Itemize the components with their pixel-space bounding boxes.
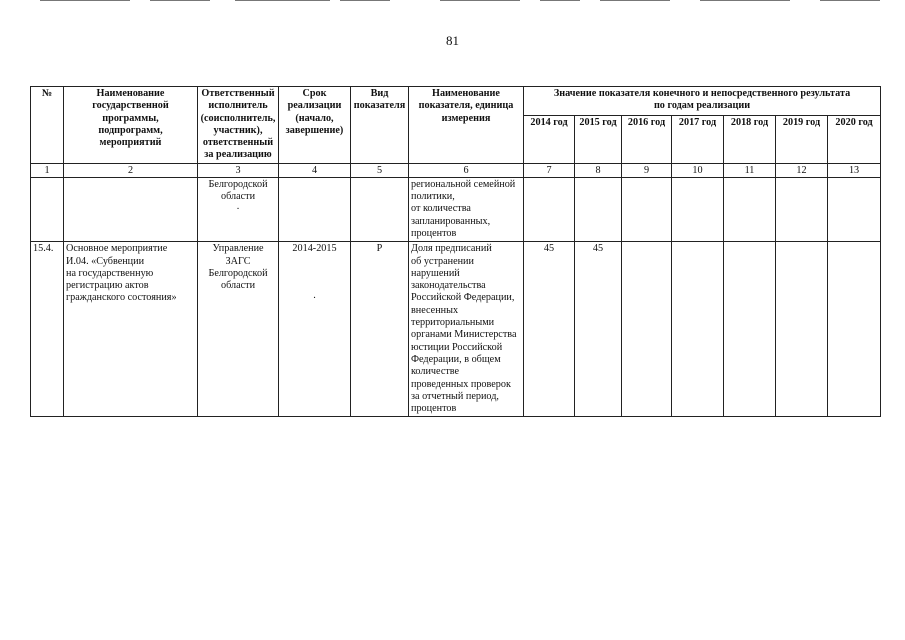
- row-name-line: И.04. «Субвенции: [66, 255, 145, 267]
- row-value-2015: 45: [575, 242, 622, 417]
- header-term-line: (начало,: [295, 112, 334, 124]
- header-indicator: [409, 87, 524, 164]
- header-indicator-line: измерения: [441, 112, 491, 124]
- row-value-2016: [622, 177, 672, 241]
- row-value-2018: [724, 242, 776, 417]
- header-values-group: [524, 87, 881, 116]
- row-indicator-line: процентов: [411, 403, 457, 415]
- header-year-2017: 2017 год: [672, 115, 724, 163]
- header-year-2018: 2018 год: [724, 115, 776, 163]
- row-indicator-line: нарушений: [411, 267, 460, 279]
- row-indicator-line: Российской Федерации,: [411, 292, 515, 304]
- row-indicator-line: процентов: [411, 227, 457, 239]
- header-type-line: Вид: [370, 88, 389, 99]
- header-responsible-line: исполнитель: [208, 100, 268, 112]
- row-indicator-line: Федерации, в общем: [411, 353, 501, 365]
- row-responsible-line: области: [220, 191, 256, 203]
- column-number: 7: [524, 163, 575, 177]
- row-indicator-line: законодательства: [411, 280, 486, 292]
- header-responsible-line: за реализацию: [204, 149, 272, 161]
- row-no: [31, 177, 64, 241]
- header-name-line: мероприятий: [99, 137, 162, 149]
- header-indicator-line: показателя, единица: [418, 100, 514, 112]
- header-term: [279, 87, 351, 164]
- table-row: [31, 177, 881, 241]
- header-year-2014: 2014 год: [524, 115, 575, 163]
- header-responsible-line: участник),: [213, 124, 263, 136]
- row-value-2020: [828, 177, 881, 241]
- row-value-2015: [575, 177, 622, 241]
- header-type: [351, 87, 409, 164]
- header-year-2015: 2015 год: [575, 115, 622, 163]
- column-number: 10: [672, 163, 724, 177]
- column-number: 9: [622, 163, 672, 177]
- column-number: 8: [575, 163, 622, 177]
- row-responsible: [198, 177, 279, 241]
- row-indicator-line: юстиции Российской: [411, 341, 503, 353]
- row-indicator-line: от количества: [411, 203, 471, 215]
- header-name-line: Наименование: [96, 88, 165, 99]
- header-no: [31, 87, 64, 164]
- row-responsible-line: Белгородской: [208, 178, 268, 190]
- header-term-line: Срок: [302, 88, 327, 99]
- spacer: [281, 256, 348, 292]
- row-indicator-line: Доля предписаний: [411, 243, 492, 255]
- column-number: 3: [198, 163, 279, 177]
- row-value-2019: [776, 177, 828, 241]
- row-responsible-line: ЗАГС: [225, 255, 251, 267]
- row-type: Р: [351, 242, 409, 417]
- row-term: [279, 177, 351, 241]
- row-name-line: регистрацию актов: [66, 280, 149, 292]
- header-no-label: №: [41, 88, 53, 99]
- header-row-1: [31, 87, 881, 116]
- header-responsible-line: ответственный: [202, 137, 274, 149]
- column-number-row: [31, 163, 881, 177]
- row-no: 15.4.: [31, 242, 64, 417]
- row-value-2020: [828, 242, 881, 417]
- row-indicator-line: запланированных,: [411, 215, 491, 227]
- header-year-2019: 2019 год: [776, 115, 828, 163]
- page-number: 81: [446, 33, 459, 48]
- row-value-2014: [524, 177, 575, 241]
- column-number: 5: [351, 163, 409, 177]
- row-term-value: 2014-2015: [292, 243, 337, 255]
- row-indicator-line: региональной семейной: [411, 178, 516, 190]
- row-value-2014: 45: [524, 242, 575, 417]
- header-year-2016: 2016 год: [622, 115, 672, 163]
- speck: .: [236, 201, 240, 213]
- header-term-line: завершение): [285, 124, 344, 136]
- header-responsible-line: (соисполнитель,: [200, 112, 276, 124]
- row-name: [64, 177, 198, 241]
- table-row: [31, 242, 881, 417]
- row-indicator-line: за отчетный период,: [411, 390, 499, 402]
- row-name-line: гражданского состояния»: [66, 292, 177, 304]
- header-responsible-line: Ответственный: [201, 88, 275, 99]
- row-indicator-line: территориальными: [411, 317, 495, 329]
- row-name-line: на государственную: [66, 267, 154, 279]
- row-indicator-line: об устранении: [411, 255, 474, 267]
- row-value-2017: [672, 242, 724, 417]
- row-indicator-line: органами Министерства: [411, 329, 517, 341]
- row-responsible-line: Управление: [212, 243, 264, 255]
- scan-top-edge: [0, 0, 905, 3]
- row-indicator-line: проведенных проверок: [411, 378, 511, 390]
- speck: .: [313, 289, 316, 301]
- column-number: 6: [409, 163, 524, 177]
- header-term-line: реализации: [287, 100, 342, 112]
- column-number: 13: [828, 163, 881, 177]
- header-indicator-line: Наименование: [432, 88, 500, 99]
- row-responsible-line: Белгородской: [208, 267, 268, 279]
- column-number: 11: [724, 163, 776, 177]
- column-number: 4: [279, 163, 351, 177]
- header-type-line: показателя: [353, 100, 406, 112]
- indicator-table: [30, 86, 881, 417]
- header-name-line: государственной: [92, 100, 169, 112]
- row-responsible-line: области: [220, 280, 256, 292]
- header-responsible: [198, 87, 279, 164]
- row-value-2017: [672, 177, 724, 241]
- row-value-2016: [622, 242, 672, 417]
- column-number: 1: [31, 163, 64, 177]
- row-value-2018: [724, 177, 776, 241]
- row-indicator-line: количестве: [411, 366, 460, 378]
- row-indicator: [409, 177, 524, 241]
- row-type: [351, 177, 409, 241]
- column-number: 2: [64, 163, 198, 177]
- row-indicator-line: внесенных: [411, 304, 459, 316]
- row-term: [279, 242, 351, 417]
- header-name-line: программы,: [102, 112, 159, 124]
- header-year-2020: 2020 год: [828, 115, 881, 163]
- column-number: 12: [776, 163, 828, 177]
- row-value-2019: [776, 242, 828, 417]
- row-responsible: [198, 242, 279, 417]
- row-indicator-line: политики,: [411, 191, 455, 203]
- header-values-line: Значение показателя конечного и непосредственного результата: [553, 88, 851, 99]
- header-values-line: по годам реализации: [653, 100, 751, 112]
- row-name-line: Основное мероприятие: [66, 243, 168, 255]
- row-name: [64, 242, 198, 417]
- header-name: [64, 87, 198, 164]
- row-indicator: [409, 242, 524, 417]
- header-name-line: подпрограмм,: [98, 124, 163, 136]
